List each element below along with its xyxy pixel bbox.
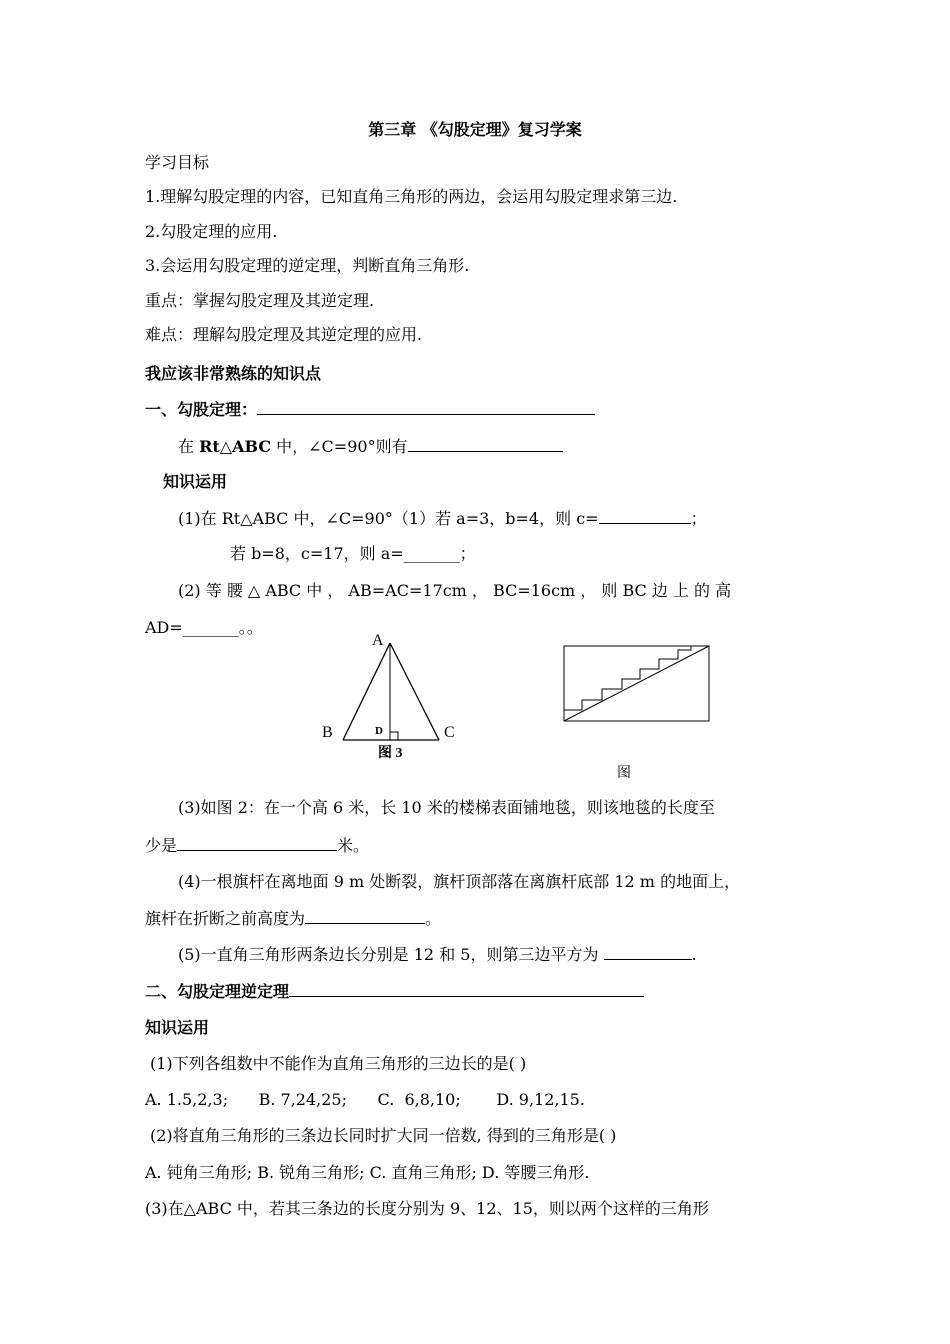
section2-heading	[145, 981, 644, 1002]
section1-heading	[145, 399, 595, 420]
q4b-pre: 旗杆在折断之前高度为	[145, 909, 306, 928]
statement-blank[interactable]	[408, 436, 563, 452]
q2-line-b: AD=_______。。	[145, 618, 263, 637]
goal-3: 3.会运用勾股定理的逆定理，判断直角三角形.	[145, 256, 470, 275]
s2-q3: (3)在△ABC 中，若其三条边的长度分别为 9、12、15，则以两个这样的三角形	[145, 1199, 709, 1218]
q4b-post: 。	[425, 909, 442, 928]
theorem-statement	[178, 436, 563, 457]
goals-heading: 学习目标	[145, 153, 210, 172]
q1-c-blank[interactable]	[599, 508, 691, 524]
label-d: D	[375, 725, 383, 737]
q2-line-a: (2) 等 腰 △ ABC 中 ， AB=AC=17cm ， BC=16cm ， 则 BC 边 上 的 高	[178, 581, 732, 600]
q4-blank[interactable]	[305, 908, 425, 924]
q1a-text: (1)在 Rt△ABC 中，∠C=90°（1）若 a=3，b=4，则 c=	[178, 509, 599, 528]
knowledge-heading: 我应该非常熟练的知识点	[145, 364, 322, 383]
theorem-blank[interactable]	[257, 399, 595, 415]
q1-line-b: 若 b=8，c=17，则 a=_______；	[230, 544, 476, 563]
section1-heading-text: 一、勾股定理：	[145, 400, 258, 419]
s2-q1-options: A. 1.5,2,3; B. 7,24,25; C. 6,8,10; D. 9,12,15.	[145, 1090, 585, 1109]
section2-heading-text: 二、勾股定理逆定理	[145, 982, 290, 1001]
label-a: A	[372, 632, 384, 649]
s2-q2: (2)将直角三角形的三条边长同时扩大同一倍数, 得到的三角形是( )	[150, 1126, 617, 1145]
q1-line-a	[178, 508, 707, 529]
q3-line-b	[145, 835, 369, 856]
stmt-pre: 在	[178, 437, 200, 456]
stmt-mid: 中，∠C=90°则有	[271, 437, 408, 456]
converse-blank[interactable]	[289, 981, 644, 997]
q5-post: .	[691, 945, 697, 964]
use-heading-1: 知识运用	[163, 472, 228, 491]
goal-2: 2.勾股定理的应用.	[145, 222, 278, 241]
q3-blank[interactable]	[177, 835, 337, 851]
difficulty: 难点：理解勾股定理及其逆定理的应用.	[145, 325, 423, 344]
s2-q2-options: A. 钝角三角形; B. 锐角三角形; C. 直角三角形; D. 等腰三角形.	[145, 1163, 590, 1182]
label-b: B	[322, 724, 333, 741]
q5-line	[178, 944, 697, 965]
stmt-rt: Rt△ABC	[199, 437, 272, 456]
figure-2-staircase	[560, 642, 715, 727]
q5-blank[interactable]	[604, 944, 692, 960]
q3b-post: 米。	[337, 836, 370, 855]
label-c: C	[444, 724, 455, 741]
q4-line-b	[145, 908, 441, 929]
figure-2-caption: 图	[617, 766, 631, 781]
key-point: 重点：掌握勾股定理及其逆定理.	[145, 291, 375, 310]
q4-line-a: (4)一根旗杆在离地面 9 m 处断裂，旗杆顶部落在离旗杆底部 12 m 的地面上，	[178, 872, 741, 891]
page-title: 第三章 《勾股定理》复习学案	[368, 120, 582, 139]
q3-line-a: (3)如图 2：在一个高 6 米，长 10 米的楼梯表面铺地毯，则该地毯的长度至	[178, 798, 715, 817]
figure-3-caption: 图 3	[378, 746, 403, 761]
q3b-pre: 少是	[145, 836, 178, 855]
use-heading-2: 知识运用	[145, 1018, 210, 1037]
goal-1: 1.理解勾股定理的内容，已知直角三角形的两边，会运用勾股定理求第三边.	[145, 187, 678, 206]
q5-pre: (5)一直角三角形两条边长分别是 12 和 5，则第三边平方为	[178, 945, 604, 964]
s2-q1: (1)下列各组数中不能作为直角三角形的三边长的是( )	[150, 1054, 527, 1073]
q1a-end: ；	[690, 509, 707, 528]
